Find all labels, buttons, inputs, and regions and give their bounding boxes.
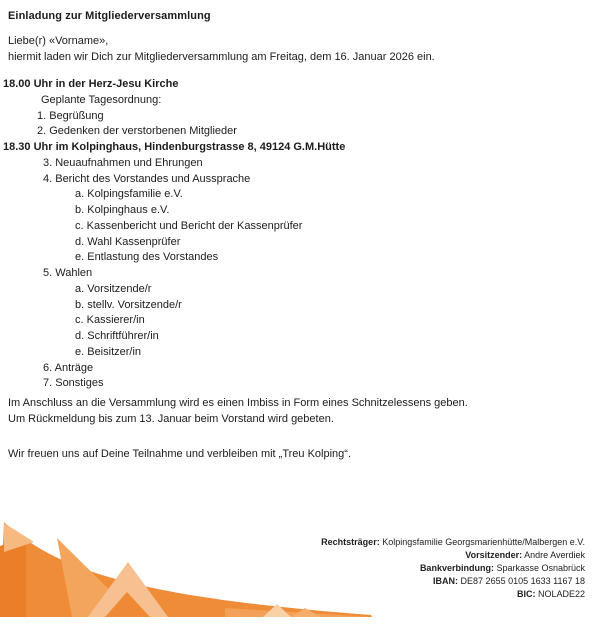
footer-value: Andre Averdiek — [522, 550, 585, 560]
agenda-item: 1. Begrüßung — [37, 109, 104, 122]
decor-curve-shape — [0, 522, 372, 617]
closing-line-1: Im Anschluss an die Versammlung wird es einen Imbiss in Form eines Schnitzelessens geben. — [8, 397, 468, 409]
footer-label: Bankverbindung: — [419, 563, 494, 573]
signoff-line: Wir freuen uns auf Deine Teilnahme und verbleiben mit „Treu Kolping“. — [8, 448, 352, 460]
agenda-item: 5. Wahlen — [43, 267, 93, 279]
agenda-item: c. Kassenbericht und Bericht der Kassenprüfer — [75, 219, 303, 232]
salutation-line: Liebe(r) «Vorname», — [8, 35, 109, 47]
agenda-item: e. Entlastung des Vorstandes — [75, 251, 219, 264]
agenda-item: 18.30 Uhr im Kolpinghaus, Hindenburgstrasse 8, 49124 G.M.Hütte — [3, 141, 346, 153]
footer-label: Rechtsträger: — [321, 537, 380, 547]
agenda-list — [3, 77, 594, 392]
agenda-item: d. Schriftführer/in — [75, 330, 159, 342]
footer-value: Sparkasse Osnabrück — [493, 563, 585, 573]
agenda-item: b. Kolpinghaus e.V. — [75, 204, 170, 216]
footer-label: IBAN: — [433, 576, 459, 586]
agenda-item: 18.00 Uhr in der Herz-Jesu Kirche — [3, 78, 179, 90]
agenda-item: e. Beisitzer/in — [75, 345, 142, 358]
page-title: Einladung zur Mitgliederversammlung — [8, 10, 211, 22]
footer-label: BIC: — [516, 589, 536, 599]
agenda-item: a. Vorsitzende/r — [75, 282, 152, 295]
footer-value: Kolpingsfamilie Georgsmarienhütte/Malbergen e.V. — [379, 537, 585, 547]
footer-label: Vorsitzender: — [465, 550, 523, 560]
agenda-item: 4. Bericht des Vorstandes und Aussprache — [43, 172, 251, 185]
agenda-item: b. stellv. Vorsitzende/r — [75, 298, 182, 311]
closing-line-2: Um Rückmeldung bis zum 13. Januar beim Vorstand wird gebeten. — [8, 413, 334, 425]
agenda-item: 6. Anträge — [43, 361, 94, 374]
agenda-item: d. Wahl Kassenprüfer — [75, 235, 181, 248]
footer-decoration-graphic — [0, 522, 375, 618]
intro-line: hiermit laden wir Dich zur Mitgliederversammlung am Freitag, dem 16. Januar 2026 ein. — [8, 51, 435, 63]
footer-value: DE87 2655 0105 1633 1167 18 — [458, 576, 585, 586]
agenda-item: c. Kassierer/in — [75, 314, 145, 327]
footer-value: NOLADE22 — [535, 589, 585, 599]
agenda-item: a. Kolpingsfamilie e.V. — [75, 188, 183, 201]
agenda-item: 3. Neuaufnahmen und Ehrungen — [43, 156, 203, 169]
letter-body — [3, 8, 594, 462]
agenda-item: Geplante Tagesordnung: — [41, 93, 162, 106]
agenda-item: 2. Gedenken der verstorbenen Mitglieder — [37, 125, 237, 138]
agenda-item: 7. Sonstiges — [43, 377, 104, 390]
